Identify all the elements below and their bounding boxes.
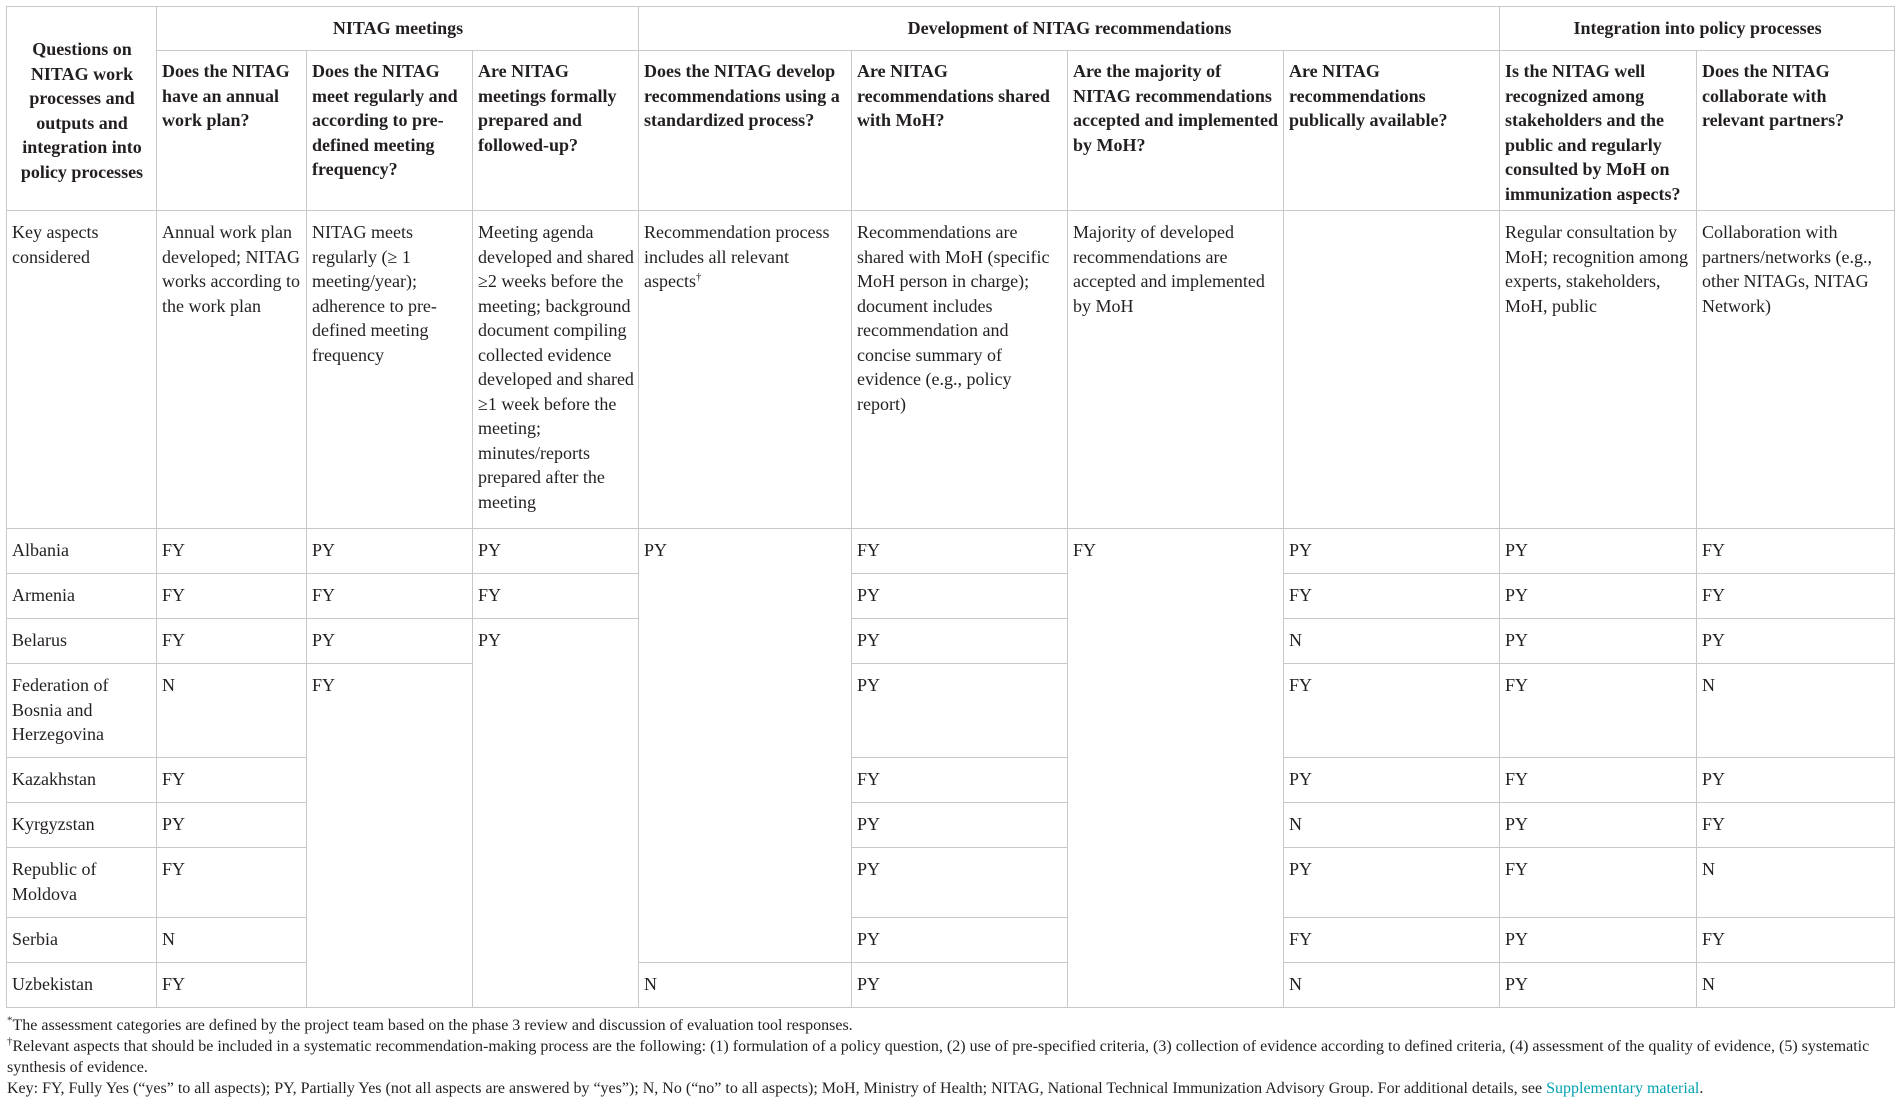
table-cell: N	[157, 918, 307, 963]
table-cell: N	[1284, 619, 1500, 664]
footnote-star: *The assessment categories are defined by the project team based on the phase 3 review and discussion of evaluation tool responses.	[7, 1014, 853, 1034]
table-cell: N	[1697, 664, 1895, 758]
key-aspect-cell: Collaboration with partners/networks (e.g., other NITAGs, NITAG Network)	[1697, 211, 1895, 529]
group-integration: Integration into policy processes	[1500, 7, 1895, 51]
key-aspect-cell: Meeting agenda developed and shared ≥2 weeks before the meeting; background document compiling collected evidence developed and shared ≥1 week before the meeting; minutes/reports prepared after the meeting	[473, 211, 639, 529]
question-header: Does the NITAG have an annual work plan?	[157, 51, 307, 211]
country-name: Uzbekistan	[7, 963, 157, 1008]
table-cell: FY	[1697, 803, 1895, 848]
table-cell: FY	[1500, 848, 1697, 918]
table-row	[7, 574, 1895, 619]
footnote-key: Key: FY, Fully Yes (“yes” to all aspects); PY, Partially Yes (not all aspects are answered by “yes”); N, No (“no” to all aspects); MoH, Ministry of Health; NITAG, National Technical Immunization Advisory Group. For additional details, see Supplementary material.	[7, 1080, 1704, 1097]
table-row	[7, 619, 1895, 664]
table-cell: FY	[157, 963, 307, 1008]
table-footnotes	[6, 1015, 1894, 1099]
question-header: Are NITAG meetings formally prepared and followed-up?	[473, 51, 639, 211]
key-aspect-cell	[1284, 211, 1500, 529]
table-cell: FY	[1284, 664, 1500, 758]
table-cell: FY	[157, 574, 307, 619]
table-cell: FY	[852, 758, 1068, 803]
table-row	[7, 803, 1895, 848]
dagger-marker: †	[696, 271, 702, 283]
table-cell: FY	[157, 758, 307, 803]
table-container	[6, 6, 1894, 1099]
country-name: Albania	[7, 529, 157, 574]
table-cell: PY	[852, 574, 1068, 619]
key-aspect-cell: Annual work plan developed; NITAG works according to the work plan	[157, 211, 307, 529]
table-cell: PY	[1284, 848, 1500, 918]
corner-header: Questions on NITAG work processes and outputs and integration into policy processes	[7, 7, 157, 211]
nitag-assessment-table	[6, 6, 1895, 1008]
table-cell: FY	[473, 574, 639, 619]
table-cell: FY	[307, 664, 473, 1008]
footnote-dagger: †Relevant aspects that should be included in a systematic recommendation-making process are the following: (1) formulation of a policy question, (2) use of pre-specified criteria, (3) collection of evidence according to defined criteria, (4) assessment of the quality of evidence, (5) systematic synthesis of evidence.	[7, 1035, 1870, 1076]
key-aspect-cell: Recommendations are shared with MoH (specific MoH person in charge); document includes recommendation and concise summary of evidence (e.g., policy report)	[852, 211, 1068, 529]
table-cell: PY	[852, 848, 1068, 918]
key-aspect-text: Recommendation process includes all relevant aspects	[644, 222, 830, 291]
table-cell: FY	[157, 529, 307, 574]
table-cell: PY	[1500, 529, 1697, 574]
table-cell: PY	[473, 529, 639, 574]
table-row	[7, 848, 1895, 918]
table-cell: PY	[307, 529, 473, 574]
table-cell: PY	[1697, 758, 1895, 803]
country-name: Kazakhstan	[7, 758, 157, 803]
question-header: Is the NITAG well recognized among stakeholders and the public and regularly consulted by MoH on immunization aspects?	[1500, 51, 1697, 211]
table-cell: N	[1697, 848, 1895, 918]
table-cell: PY	[1284, 758, 1500, 803]
group-header-row	[7, 7, 1895, 51]
star-marker: *	[7, 1014, 13, 1027]
question-header: Does the NITAG collaborate with relevant partners?	[1697, 51, 1895, 211]
table-cell: N	[1284, 963, 1500, 1008]
question-header: Are the majority of NITAG recommendations accepted and implemented by MoH?	[1068, 51, 1284, 211]
table-row	[7, 963, 1895, 1008]
table-cell: PY	[1500, 918, 1697, 963]
table-cell: FY	[307, 574, 473, 619]
country-name: Kyrgyzstan	[7, 803, 157, 848]
question-header: Does the NITAG develop recommendations using a standardized process?	[639, 51, 852, 211]
row-label: Key aspects considered	[7, 211, 157, 529]
key-aspect-cell: Regular consultation by MoH; recognition among experts, stakeholders, MoH, public	[1500, 211, 1697, 529]
table-cell: PY	[307, 619, 473, 664]
group-development: Development of NITAG recommendations	[639, 7, 1500, 51]
table-cell: N	[157, 664, 307, 758]
table-row	[7, 529, 1895, 574]
key-aspect-cell: Majority of developed recommendations are accepted and implemented by MoH	[1068, 211, 1284, 529]
key-aspects-row	[7, 211, 1895, 529]
table-cell: PY	[1500, 803, 1697, 848]
table-cell: FY	[1697, 529, 1895, 574]
table-cell: PY	[473, 619, 639, 1008]
table-cell: PY	[852, 664, 1068, 758]
table-cell: FY	[1284, 574, 1500, 619]
table-cell: FY	[1500, 758, 1697, 803]
table-cell: FY	[852, 529, 1068, 574]
table-cell: PY	[852, 963, 1068, 1008]
table-cell: N	[1284, 803, 1500, 848]
table-cell: PY	[1697, 619, 1895, 664]
question-header: Does the NITAG meet regularly and according to pre-defined meeting frequency?	[307, 51, 473, 211]
table-cell: PY	[1500, 619, 1697, 664]
key-aspect-cell	[639, 211, 852, 529]
table-cell: PY	[852, 619, 1068, 664]
table-cell: FY	[1697, 574, 1895, 619]
table-cell: FY	[1697, 918, 1895, 963]
dagger-marker: †	[7, 1035, 13, 1048]
table-cell: PY	[639, 529, 852, 963]
table-cell: PY	[1500, 574, 1697, 619]
question-header: Are NITAG recommendations shared with MoH?	[852, 51, 1068, 211]
table-row	[7, 664, 1895, 758]
table-cell: FY	[1284, 918, 1500, 963]
table-cell: FY	[157, 619, 307, 664]
table-cell: FY	[157, 848, 307, 918]
table-cell: PY	[157, 803, 307, 848]
key-aspect-cell: NITAG meets regularly (≥ 1 meeting/year); adherence to pre-defined meeting frequency	[307, 211, 473, 529]
country-name: Belarus	[7, 619, 157, 664]
table-cell: PY	[852, 918, 1068, 963]
country-name: Armenia	[7, 574, 157, 619]
table-row	[7, 758, 1895, 803]
supplementary-material-link[interactable]: Supplementary material	[1546, 1080, 1700, 1097]
question-header-row	[7, 51, 1895, 211]
group-meetings: NITAG meetings	[157, 7, 639, 51]
country-name: Republic of Moldova	[7, 848, 157, 918]
table-cell: PY	[1284, 529, 1500, 574]
table-cell: N	[639, 963, 852, 1008]
table-row	[7, 918, 1895, 963]
country-name: Federation of Bosnia and Herzegovina	[7, 664, 157, 758]
table-cell: FY	[1068, 529, 1284, 1008]
table-cell: FY	[1500, 664, 1697, 758]
country-name: Serbia	[7, 918, 157, 963]
table-cell: PY	[852, 803, 1068, 848]
table-cell: PY	[1500, 963, 1697, 1008]
table-cell: N	[1697, 963, 1895, 1008]
question-header: Are NITAG recommendations publically available?	[1284, 51, 1500, 211]
